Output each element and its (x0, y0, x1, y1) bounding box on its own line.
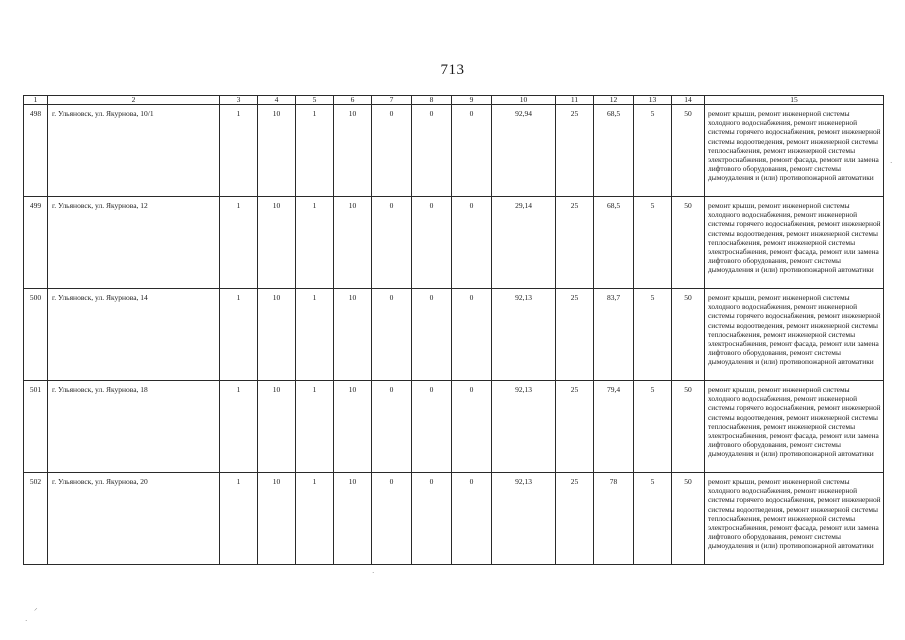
value-cell: 10 (258, 289, 296, 381)
value-cell: 1 (296, 197, 334, 289)
address-cell: г. Ульяновск, ул. Якурнова, 20 (48, 473, 220, 565)
value-cell: 10 (258, 381, 296, 473)
scan-artifact: · (372, 569, 375, 577)
value-cell: 1 (296, 289, 334, 381)
value-cell: 92,13 (492, 289, 556, 381)
table-row (24, 289, 884, 381)
value-cell: 68,5 (594, 105, 634, 197)
scan-artifact: · (25, 617, 28, 625)
table-body (24, 96, 884, 565)
address-cell: г. Ульяновск, ул. Якурнова, 14 (48, 289, 220, 381)
row-number: 502 (24, 473, 48, 565)
value-cell: 92,13 (492, 381, 556, 473)
value-cell: 0 (372, 473, 412, 565)
scan-artifact: · (890, 159, 893, 167)
page-number: 713 (440, 62, 465, 78)
column-number: 11 (556, 96, 594, 105)
value-cell: 0 (372, 381, 412, 473)
value-cell: 0 (412, 381, 452, 473)
value-cell: 50 (672, 473, 705, 565)
column-number: 1 (24, 96, 48, 105)
value-cell: 1 (220, 105, 258, 197)
column-number: 14 (672, 96, 705, 105)
column-number: 15 (705, 96, 884, 105)
column-number-row (24, 96, 884, 105)
value-cell: 5 (634, 105, 672, 197)
value-cell: 5 (634, 197, 672, 289)
value-cell: 25 (556, 289, 594, 381)
table-row (24, 381, 884, 473)
value-cell: 10 (334, 381, 372, 473)
value-cell: 0 (412, 289, 452, 381)
value-cell: 0 (452, 473, 492, 565)
value-cell: 1 (296, 473, 334, 565)
value-cell: 1 (296, 381, 334, 473)
table-row (24, 197, 884, 289)
column-number: 12 (594, 96, 634, 105)
value-cell: 79,4 (594, 381, 634, 473)
value-cell: 50 (672, 105, 705, 197)
value-cell: 0 (372, 197, 412, 289)
value-cell: 50 (672, 289, 705, 381)
column-number: 9 (452, 96, 492, 105)
column-number: 8 (412, 96, 452, 105)
works-cell: ремонт крыши, ремонт инженерной системы холодного водоснабжения, ремонт инженерной системы горячего водоснабжения, ремонт инженерной системы водоотведения, ремонт инженерной системы теплоснабжения, ремонт инженерной системы электроснабжения, ремонт фасада, ремонт или замена лифтового оборудования, ремонт системы дымоудаления и (или) противопожарной автоматики (705, 289, 884, 381)
column-number: 4 (258, 96, 296, 105)
column-number: 7 (372, 96, 412, 105)
value-cell: 5 (634, 289, 672, 381)
value-cell: 78 (594, 473, 634, 565)
value-cell: 83,7 (594, 289, 634, 381)
value-cell: 1 (296, 105, 334, 197)
column-number: 5 (296, 96, 334, 105)
value-cell: 0 (412, 105, 452, 197)
scan-artifact: ⸝ (34, 604, 38, 612)
value-cell: 10 (258, 105, 296, 197)
value-cell: 1 (220, 381, 258, 473)
address-cell: г. Ульяновск, ул. Якурнова, 10/1 (48, 105, 220, 197)
value-cell: 0 (452, 197, 492, 289)
value-cell: 0 (452, 289, 492, 381)
value-cell: 0 (412, 473, 452, 565)
value-cell: 1 (220, 473, 258, 565)
value-cell: 1 (220, 289, 258, 381)
value-cell: 25 (556, 105, 594, 197)
value-cell: 5 (634, 381, 672, 473)
row-number: 498 (24, 105, 48, 197)
value-cell: 0 (452, 381, 492, 473)
value-cell: 10 (334, 473, 372, 565)
housing-register-table (23, 95, 884, 565)
column-number: 2 (48, 96, 220, 105)
value-cell: 0 (372, 105, 412, 197)
value-cell: 0 (452, 105, 492, 197)
works-cell: ремонт крыши, ремонт инженерной системы холодного водоснабжения, ремонт инженерной системы горячего водоснабжения, ремонт инженерной системы водоотведения, ремонт инженерной системы теплоснабжения, ремонт инженерной системы электроснабжения, ремонт фасада, ремонт или замена лифтового оборудования, ремонт системы дымоудаления и (или) противопожарной автоматики (705, 197, 884, 289)
value-cell: 1 (220, 197, 258, 289)
value-cell: 50 (672, 197, 705, 289)
value-cell: 10 (258, 197, 296, 289)
works-cell: ремонт крыши, ремонт инженерной системы холодного водоснабжения, ремонт инженерной системы горячего водоснабжения, ремонт инженерной системы водоотведения, ремонт инженерной системы теплоснабжения, ремонт инженерной системы электроснабжения, ремонт фасада, ремонт или замена лифтового оборудования, ремонт системы дымоудаления и (или) противопожарной автоматики (705, 105, 884, 197)
row-number: 500 (24, 289, 48, 381)
column-number: 6 (334, 96, 372, 105)
value-cell: 50 (672, 381, 705, 473)
column-number: 13 (634, 96, 672, 105)
value-cell: 92,13 (492, 473, 556, 565)
column-number: 3 (220, 96, 258, 105)
works-cell: ремонт крыши, ремонт инженерной системы холодного водоснабжения, ремонт инженерной системы горячего водоснабжения, ремонт инженерной системы водоотведения, ремонт инженерной системы теплоснабжения, ремонт инженерной системы электроснабжения, ремонт фасада, ремонт или замена лифтового оборудования, ремонт системы дымоудаления и (или) противопожарной автоматики (705, 473, 884, 565)
value-cell: 5 (634, 473, 672, 565)
row-number: 499 (24, 197, 48, 289)
value-cell: 10 (258, 473, 296, 565)
value-cell: 92,94 (492, 105, 556, 197)
value-cell: 0 (412, 197, 452, 289)
value-cell: 29,14 (492, 197, 556, 289)
value-cell: 10 (334, 197, 372, 289)
row-number: 501 (24, 381, 48, 473)
value-cell: 10 (334, 105, 372, 197)
value-cell: 0 (372, 289, 412, 381)
table-row (24, 105, 884, 197)
works-cell: ремонт крыши, ремонт инженерной системы холодного водоснабжения, ремонт инженерной системы горячего водоснабжения, ремонт инженерной системы водоотведения, ремонт инженерной системы теплоснабжения, ремонт инженерной системы электроснабжения, ремонт фасада, ремонт или замена лифтового оборудования, ремонт системы дымоудаления и (или) противопожарной автоматики (705, 381, 884, 473)
column-number: 10 (492, 96, 556, 105)
value-cell: 10 (334, 289, 372, 381)
value-cell: 25 (556, 381, 594, 473)
value-cell: 25 (556, 197, 594, 289)
value-cell: 25 (556, 473, 594, 565)
address-cell: г. Ульяновск, ул. Якурнова, 12 (48, 197, 220, 289)
table-row (24, 473, 884, 565)
value-cell: 68,5 (594, 197, 634, 289)
address-cell: г. Ульяновск, ул. Якурнова, 18 (48, 381, 220, 473)
